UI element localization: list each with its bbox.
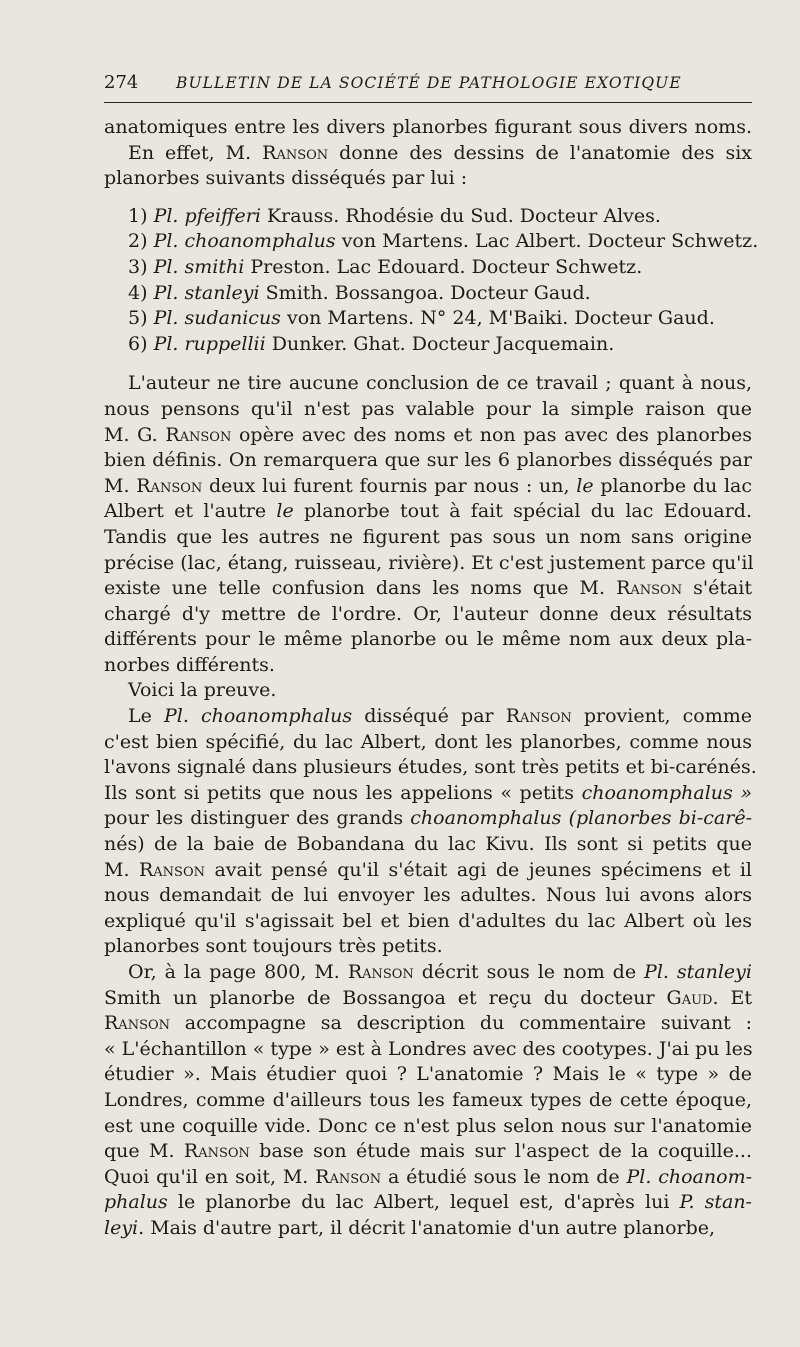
text-line: « L'échantillon « type » est à Londres avec des cootypes. J'ai pu les: [104, 1037, 753, 1060]
species-list-item: [104, 229, 759, 255]
species-genus: Pl.: [153, 332, 179, 355]
text-line: est une coquille vide. Donc ce n'est plus selon nous sur l'anatomie: [104, 1114, 752, 1137]
text-line: précise (lac, étang, ruisseau, rivière). Et c'est justement parce qu'il: [104, 551, 754, 574]
text-line: phalus le planorbe du lac Albert, lequel est, d'après lui P. stan-: [104, 1191, 752, 1214]
species-name: sudanicus: [184, 307, 281, 330]
text-line: nous pensons qu'il n'est pas valable pour la simple raison que: [104, 397, 752, 420]
species-details: Preston. Lac Edouard. Docteur Schwetz.: [250, 255, 643, 278]
species-number: 5): [128, 307, 148, 330]
text-line: L'auteur ne tire aucune conclusion de ce travail ; quant à nous,: [128, 372, 752, 395]
species-details: Dunker. Ghat. Docteur Jacquemain.: [271, 332, 615, 355]
species-name: smithi: [184, 255, 245, 278]
text-line: Le Pl. choanomphalus disséqué par Ranson provient, comme: [128, 705, 753, 728]
text-line: anatomiques entre les divers planorbes figurant sous divers noms.: [104, 116, 752, 138]
text-line: Quoi qu'il en soit, M. Ranson a étudié sous le nom de Pl. choanom-: [104, 1165, 753, 1188]
species-details: Smith. Bossangoa. Docteur Gaud.: [265, 281, 591, 304]
page-header: [104, 72, 752, 100]
species-list: [104, 204, 759, 358]
species-genus: Pl.: [153, 230, 179, 253]
species-details: von Martens. Lac Albert. Docteur Schwetz.: [341, 230, 759, 253]
text-line: Smith un planorbe de Bossangoa et reçu du docteur Gaud. Et: [104, 986, 752, 1009]
page-number: 274: [104, 72, 139, 93]
species-genus: Pl.: [153, 255, 179, 278]
species-number: 6): [128, 332, 148, 355]
running-title: BULLETIN DE LA SOCIÉTÉ DE PATHOLOGIE EXOTIQUE: [176, 74, 682, 92]
text-line: différents pour le même planorbe ou le même nom aux deux pla-: [104, 628, 752, 651]
species-list-item: [104, 332, 752, 358]
text-line: norbes différents.: [104, 653, 275, 676]
text-line: En effet, M. Ranson donne des dessins de l'anatomie des six: [128, 141, 753, 164]
text-line: leyi. Mais d'autre part, il décrit l'anatomie d'un autre planorbe,: [104, 1216, 716, 1239]
species-number: 4): [128, 281, 148, 304]
intro-paragraph: [104, 115, 752, 192]
species-list-item: [104, 255, 752, 281]
text-line: Or, à la page 800, M. Ranson décrit sous le nom de Pl. stanleyi: [128, 961, 752, 983]
species-number: 1): [128, 204, 148, 227]
species-number: 2): [128, 230, 148, 253]
text-line: existe une telle confusion dans les noms que M. Ranson s'était: [104, 577, 752, 600]
species-list-item: [104, 281, 752, 307]
text-line: nés) de la baie de Bobandana du lac Kivu. Ils sont si petits que: [104, 833, 752, 856]
species-genus: Pl.: [153, 281, 179, 304]
text-line: Londres, comme d'ailleurs tous les fameux types de cette époque,: [104, 1088, 752, 1111]
text-line: étudier ». Mais étudier quoi ? L'anatomie ? Mais le « type » de: [104, 1063, 752, 1086]
text-line: c'est bien spécifié, du lac Albert, dont les planorbes, comme nous: [104, 730, 752, 753]
text-line: planorbes sont toujours très petits.: [104, 935, 443, 958]
main-text: [104, 371, 757, 1241]
species-name: stanleyi: [184, 281, 260, 304]
text-line: M. Ranson deux lui furent fournis par nous : un, le planorbe du lac: [104, 474, 753, 497]
text-line: M. Ranson avait pensé qu'il s'était agi de jeunes spécimens et il: [104, 858, 752, 881]
species-genus: Pl.: [153, 307, 179, 330]
species-number: 3): [128, 255, 148, 278]
text-line: pour les distinguer des grands choanomphalus (planorbes bi-carê-: [104, 807, 752, 830]
species-genus: Pl.: [153, 204, 179, 227]
species-list-item: [104, 204, 752, 230]
species-name: choanomphalus: [184, 230, 336, 253]
text-line: M. G. Ranson opère avec des noms et non pas avec des planorbes: [104, 423, 752, 446]
spacer: [104, 357, 752, 371]
text-line: chargé d'y mettre de l'ordre. Or, l'auteur donne deux résultats: [104, 602, 752, 625]
text-line: expliqué qu'il s'agissait bel et bien d'adultes du lac Albert où les: [104, 909, 752, 932]
text-line: Ranson accompagne sa description du commentaire suivant :: [104, 1012, 752, 1035]
article-body: [104, 115, 759, 1242]
text-line: l'avons signalé dans plusieurs études, sont très petits et bi-carénés.: [104, 756, 757, 779]
species-name: pfeifferi: [184, 204, 261, 227]
species-details: von Martens. N° 24, M'Baiki. Docteur Gaud.: [286, 307, 715, 330]
text-line: planorbes suivants disséqués par lui :: [104, 167, 468, 190]
text-line: bien définis. On remarquera que sur les 6 planorbes disséqués par: [104, 449, 752, 472]
text-line: Albert et l'autre le planorbe tout à fait spécial du lac Edouard.: [104, 500, 752, 523]
text-line: Tandis que les autres ne figurent pas sous un nom sans origine: [104, 525, 752, 548]
species-list-item: [104, 306, 752, 332]
text-line: nous demandait de lui envoyer les adultes. Nous lui avons alors: [104, 884, 752, 907]
spacer: [104, 192, 752, 204]
text-line: que M. Ranson base son étude mais sur l'aspect de la coquille...: [104, 1140, 752, 1163]
species-details: Krauss. Rhodésie du Sud. Docteur Alves.: [266, 204, 661, 227]
header-rule: [104, 102, 752, 103]
text-line: Voici la preuve.: [128, 679, 277, 702]
text-line: Ils sont si petits que nous les appelions « petits choanomphalus »: [104, 781, 752, 804]
species-name: ruppellii: [184, 332, 266, 355]
